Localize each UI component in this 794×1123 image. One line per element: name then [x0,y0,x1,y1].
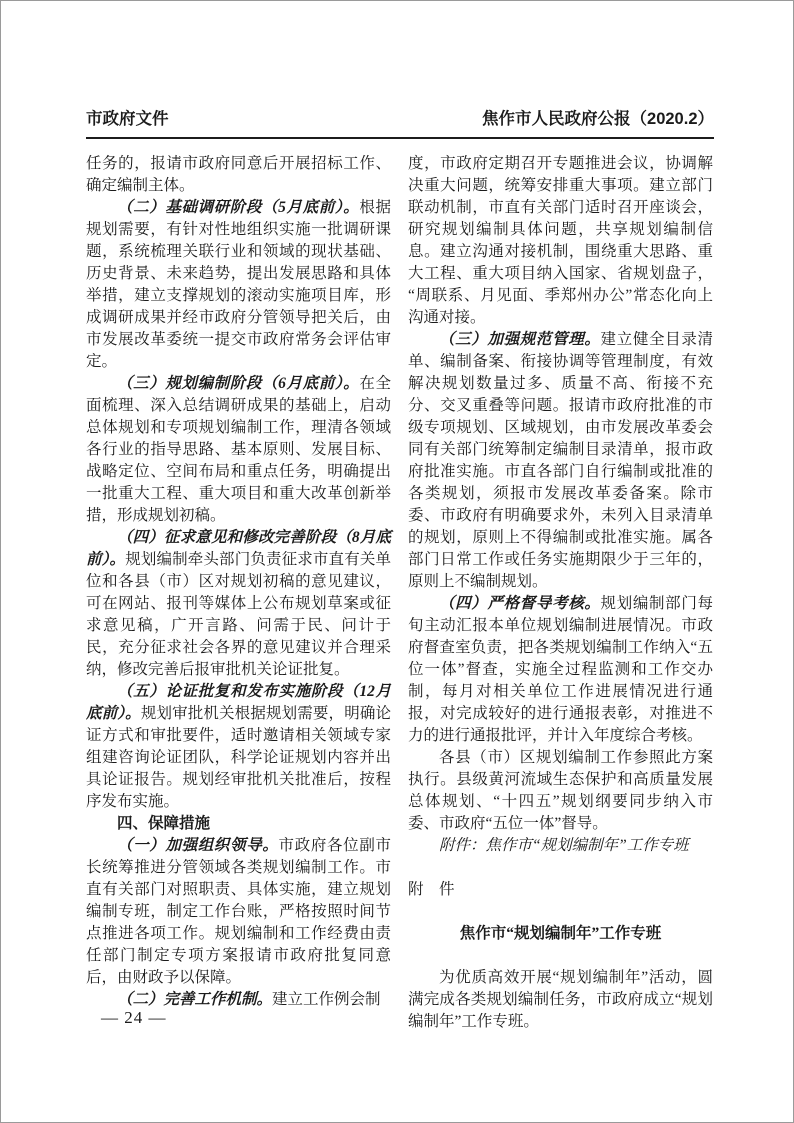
paragraph [86,373,391,527]
attachment-title: 焦作市“规划编制年”工作专班 [459,925,662,942]
paragraph [408,747,713,835]
paragraph-text: 附件：焦作市“规划编制年”工作专班 [439,837,689,854]
section-heading: 四、保障措施 [117,815,211,832]
paragraph [86,835,391,989]
paragraph [408,329,713,593]
left-column [86,153,391,1033]
paragraph-lead: （二）完善工作机制。 [117,991,273,1008]
page-header [86,105,714,139]
two-column-body [86,153,714,1033]
paragraph-text: 规划编制牵头部门负责征求市直有关单位和各县（市）区对规划初稿的意见建议，可在网站、报刊等媒体上公布规划草案或征求意见稿，广开言路、问需于民、问计于民，充分征求社会各界的意见建议并合理采纳，修改完善后报审批机关论证批复。 [86,551,391,678]
page-content [86,105,714,1033]
paragraph-text: 根据规划需要，有针对性地组织实施一批调研课题，系统梳理关联行业和领域的现状基础、历史背景、未来趋势，提出发展思路和具体举措，建立支撑规划的滚动实施项目库，形成调研成果并经市政府分管领导把关后，由市发展改革委统一提交市政府常务会评估审定。 [86,199,391,370]
paragraph-text: 任务的，报请市政府同意后开展招标工作、确定编制主体。 [86,155,391,194]
paragraph-text: 在全面梳理、深入总结调研成果的基础上，启动总体规划和专项规划编制工作，理清各领域各行业的指导思路、基本原则、发展目标、战略定位、空间布局和重点任务，明确提出一批重大工程、重大项目和重大改革创新举措，形成规划初稿。 [86,375,391,524]
paragraph-text: 度，市政府定期召开专题推进会议，协调解决重大问题，统筹安排重大事项。建立部门联动机制，市直有关部门适时召开座谈会，研究规划编制具体问题，共享规划编制信息。建立沟通对接机制，围绕重大思路、重大工程、重大项目纳入国家、省规划盘子，“周联系、月见面、季郑州办公”常态化向上沟通对接。 [408,155,713,326]
paragraph-lead: （三）规划编制阶段（6月底前）。 [117,375,360,392]
paragraph [86,681,391,813]
paragraph-text: 规划审批机关根据规划需要，明确论证方式和审批要件，适时邀请相关领域专家组建咨询论证团队，科学论证规划内容并出具论证报告。规划经审批机关批准后，按程序发布实施。 [86,705,391,810]
paragraph-text: 各县（市）区规划编制工作参照此方案执行。县级黄河流域生态保护和高质量发展总体规划、“十四五”规划纲要同步纳入市委、市政府“五位一体”督导。 [408,749,713,832]
paragraph [86,153,391,197]
paragraph [86,527,391,681]
paragraph-lead: （一）加强组织领导。 [117,837,279,854]
paragraph [408,967,713,1033]
paragraph [86,197,391,373]
paragraph-text: 市政府各位副市长统筹推进分管领域各类规划编制工作。市直有关部门对照职责、具体实施，建立规划编制专班，制定工作台账，严格按照时间节点推进各项工作。规划编制和工作经费由责任部门制定专项方案报请市政府批复同意后，由财政予以保障。 [86,837,391,986]
header-left-title: 市政府文件 [86,110,169,128]
paragraph-lead: （四）征求意见和修改完善阶段（8月底前）。 [86,529,391,568]
paragraph-text: 规划编制部门每旬主动汇报本单位规划编制进展情况。市政府督查室负责，把各类规划编制工作纳入“五位一体”督查，实施全过程监测和工作交办制，每月对相关单位工作进展情况进行通报，对完成较好的进行通报表彰，对推进不力的进行通报批评，并计入年度综合考核。 [408,595,713,744]
paragraph-text: 为优质高效开展“规划编制年”活动，圆满完成各类规划编制任务，市政府成立“规划编制年”工作专班。 [408,969,713,1030]
paragraph-lead: （二）基础调研阶段（5月底前）。 [117,199,360,216]
header-right-title: 焦作市人民政府公报（2020.2） [482,110,714,128]
attachment-label: 附 件 [408,881,455,898]
footer-page-number: — 24 — [101,1008,167,1027]
paragraph-text: 建立工作例会制 [272,991,381,1008]
paragraph-lead: （五）论证批复和发布实施阶段（12月底前）。 [86,683,391,722]
paragraph-lead: （三）加强规范管理。 [439,331,601,348]
attachment-note [408,835,713,857]
paragraph-lead: （四）严格督导考核。 [439,595,601,612]
right-column [408,153,713,1033]
paragraph [408,593,713,747]
paragraph [408,153,713,329]
paragraph-text: 建立健全目录清单、编制备案、衔接协调等管理制度，有效解决规划数量过多、质量不高、衔接不充分、交叉重叠等问题。报请市政府批准的市级专项规划、区域规划，由市发展改革委会同有关部门统筹制定编制目录清单，报市政府批准实施。市直各部门自行编制或批准的各类规划，须报市发展改革委备案。除市委、市政府有明确要求外，未列入目录清单的规划，原则上不得编制或批准实施。属各部门日常工作或任务实施期限少于三年的，原则上不编制规划。 [408,331,713,590]
